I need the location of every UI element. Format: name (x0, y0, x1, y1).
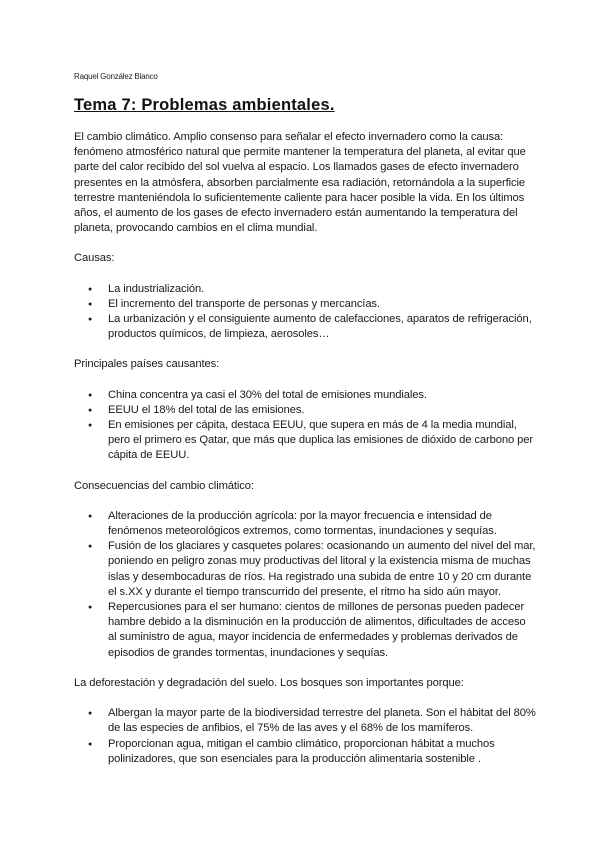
list-item: ● China concentra ya casi el 30% del total de emisiones mundiales. (88, 388, 536, 403)
list-item: ● EEUU el 18% del total de las emisiones. (88, 403, 536, 418)
page-title: Tema 7: Problemas ambientales. (74, 96, 335, 114)
list-item: ● Alteraciones de la producción agrícola: por la mayor frecuencia e intensidad de fenómenos meteorológicos extremos, como tormentas, inundaciones y sequías. (88, 509, 536, 539)
list-item: ● Proporcionan agua, mitigan el cambio climático, proporcionan hábitat a muchos polinizadores, que son esenciales para la producción alimentaria sostenible . (88, 737, 536, 767)
countries-list (74, 388, 536, 464)
list-item: ● Repercusiones para el ser humano: cientos de millones de personas pueden padecer hambre debido a la disminución en la producción de alimentos, dificultades de acceso al suministro de agua, mayor incidencia de enfermedades y problemas derivados de episodios de grandes tormentas, inundaciones y sequías. (88, 600, 536, 661)
list-item: ● Albergan la mayor parte de la biodiversidad terrestre del planeta. Son el hábitat del 80% de las especies de anfibios, el 75% de las aves y el 68% de los mamíferos. (88, 706, 536, 736)
consequences-list (74, 509, 536, 661)
list-item: ● Fusión de los glaciares y casquetes polares: ocasionando un aumento del nivel del mar, poniendo en peligro zonas muy productivas del litoral y la existencia misma de muchas islas y desembocaduras de ríos. Ha registrado una subida de entre 10 y 20 cm durante el s.XX y durante el tiempo transcurrido del presente, el ritmo ha sido aún mayor. (88, 539, 536, 600)
causes-heading: Causas: (74, 252, 115, 265)
document-body (74, 130, 536, 782)
countries-heading: Principales países causantes: (74, 358, 220, 371)
deforestation-list (74, 706, 536, 767)
deforestation-heading: La deforestación y degradación del suelo. Los bosques son importantes porque: (74, 676, 464, 689)
consequences-heading: Consecuencias del cambio climático: (74, 479, 254, 492)
list-item: ● El incremento del transporte de personas y mercancías. (88, 297, 536, 312)
intro-paragraph: El cambio climático. Amplio consenso para señalar el efecto invernadero como la causa: fenómeno atmosférico natural que permite mantener la temperatura del planeta, al evitar que parte del calor recibido del sol vuelva al espacio. Los llamados gases de efecto invernadero presentes en la atmósfera, absorben parcialmente esa radiación, retornándola a la superficie terrestre manteniéndola lo suficientemente caliente para hacer posible la vida. En los últimos años, el aumento de los gases de efecto invernadero están aumentando la temperatura del planeta, provocando cambios en el clima mundial. (74, 131, 526, 235)
list-item: ● En emisiones per cápita, destaca EEUU, que supera en más de 4 la media mundial, pero el primero es Qatar, que más que duplica las emisiones de dióxido de carbono per cápita de EEUU. (88, 418, 536, 464)
list-item: ● La urbanización y el consiguiente aumento de calefacciones, aparatos de refrigeración, productos químicos, de limpieza, aerosoles… (88, 312, 536, 342)
author-name: Raquel González Blanco (74, 72, 158, 81)
list-item: ● La industrialización. (88, 282, 536, 297)
causes-list (74, 282, 536, 343)
